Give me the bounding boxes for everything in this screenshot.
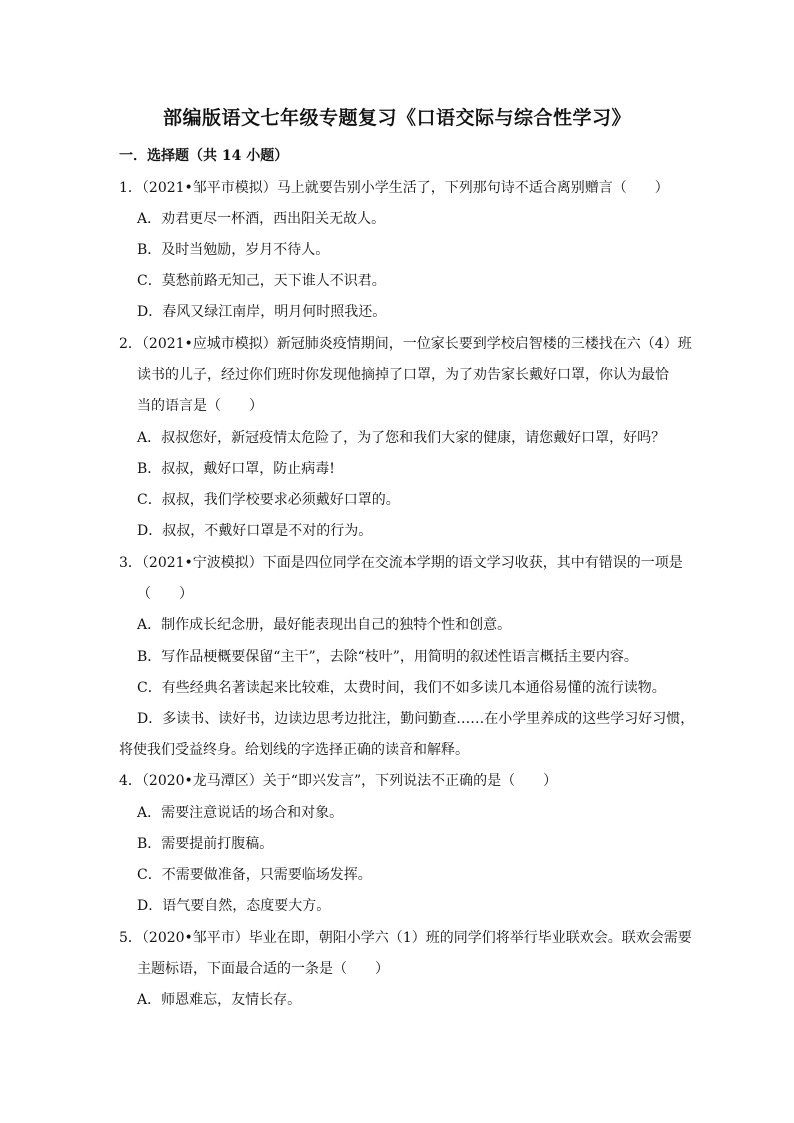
question-5-line-2: 主题标语，下面最合适的一条是（ ） xyxy=(137,961,389,977)
question-2-option-c: C．叔叔，我们学校要求必须戴好口罩的。 xyxy=(137,492,400,508)
question-1-option-c: C．莫愁前路无知己，天下谁人不识君。 xyxy=(137,273,386,289)
question-5-option-a: A．师恩难忘，友情长存。 xyxy=(137,992,302,1008)
question-1-option-d: D．春风又绿江南岸，明月何时照我还。 xyxy=(137,304,387,320)
question-4-option-b: B．需要提前打腹稿。 xyxy=(137,836,274,852)
question-3-option-c: C．有些经典名著读起来比较难，太费时间，我们不如多读几本通俗易懂的流行读物。 xyxy=(137,680,666,696)
question-3-line-2: （ ） xyxy=(137,586,193,602)
question-3-option-d: D．多读书、读好书，边读边思考边批注，勤问勤查……在小学里养成的这些学习好习惯， xyxy=(137,711,695,727)
question-1-line-1: 1．（2021•邹平市模拟）马上就要告别小学生活了，下列那句诗不适合离别赠言（ ） xyxy=(119,180,669,196)
question-2-line-2: 读书的儿子，经过你们班时你发现他摘掉了口罩，为了劝告家长戴好口罩，你认为最恰 xyxy=(137,367,669,383)
question-3-option-b: B．写作品梗概要保留“主干”，去除“枝叶”，用简明的叙述性语言概括主要内容。 xyxy=(137,649,638,665)
document-title: 部编版语文七年级专题复习《口语交际与综合性学习》 xyxy=(162,107,631,129)
question-2-option-a: A．叔叔您好，新冠疫情太危险了，为了您和我们大家的健康，请您戴好口罩，好吗？ xyxy=(137,430,666,446)
section-heading: 一．选择题（共 14 小题） xyxy=(119,148,289,164)
question-2-line-1: 2．（2021•应城市模拟）新冠肺炎疫情期间，一位家长要到学校启智楼的三楼找在六（4）班 xyxy=(119,336,692,352)
question-3-line-1: 3．（2021•宁波模拟）下面是四位同学在交流本学期的语文学习收获，其中有错误的一项是 xyxy=(119,555,683,571)
question-1-option-a: A．劝君更尽一杯酒，西出阳关无故人。 xyxy=(137,211,386,227)
question-4-option-c: C．不需要做准备，只需要临场发挥。 xyxy=(137,867,372,883)
question-5-line-1: 5．（2020•邹平市）毕业在即，朝阳小学六（1）班的同学们将举行毕业联欢会。联欢会需要 xyxy=(119,930,692,946)
question-3-option-a: A．制作成长纪念册，最好能表现出自己的独特个性和创意。 xyxy=(137,617,512,633)
question-4-option-a: A．需要注意说话的场合和对象。 xyxy=(137,805,344,821)
question-4-line-1: 4．（2020•龙马潭区）关于“即兴发言”，下列说法不正确的是（ ） xyxy=(119,773,558,789)
question-2-option-b: B．叔叔，戴好口罩，防止病毒! xyxy=(137,461,335,477)
question-4-option-d: D．语气要自然，态度要大方。 xyxy=(137,898,331,914)
question-2-line-3: 当的语言是（ ） xyxy=(137,398,263,414)
question-1-option-b: B．及时当勉励，岁月不待人。 xyxy=(137,242,330,258)
question-3-option-d-continued: 将使我们受益终身。给划线的字选择正确的读音和解释。 xyxy=(119,742,469,758)
question-2-option-d: D．叔叔，不戴好口罩是不对的行为。 xyxy=(137,523,373,539)
